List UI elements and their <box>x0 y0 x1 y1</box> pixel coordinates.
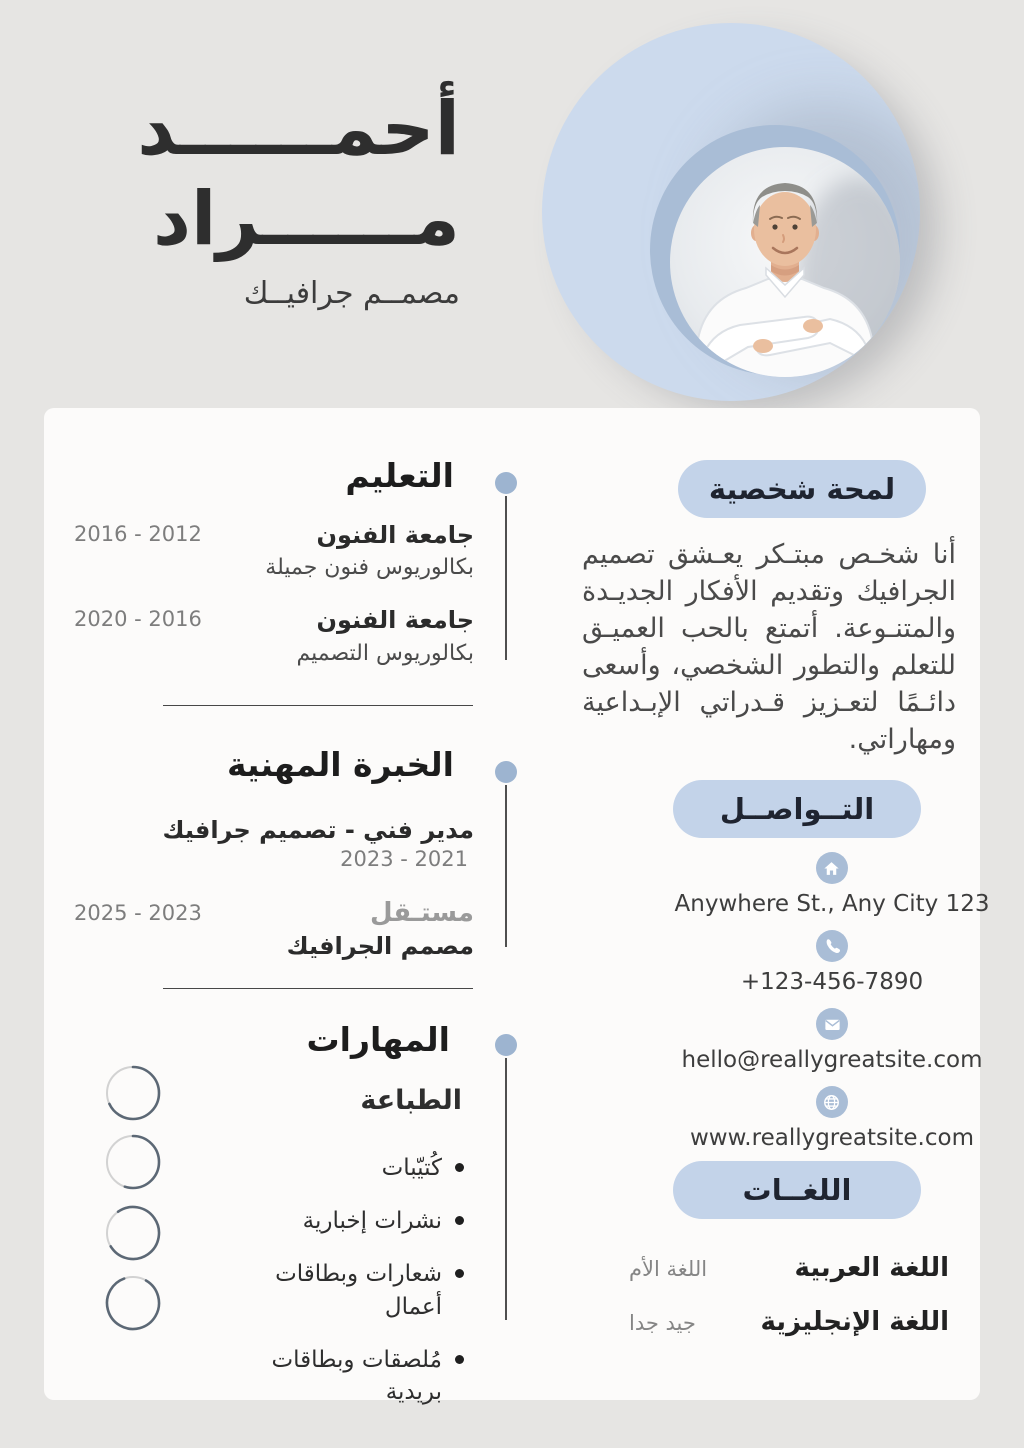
education-dates: 2016 - 2012 <box>74 522 202 546</box>
education-dates: 2020 - 2016 <box>74 607 202 632</box>
degree: بكالوريوس فنون جميلة <box>265 555 474 581</box>
section-divider <box>163 988 473 989</box>
experience-title: الخبرة المهنية <box>226 745 454 784</box>
profile-text: أنا شخـص مبتـكر يعـشق تصميم الجرافيك وتقديم الأفكار الجديـدة والمتنـوعة. أتمتع بالحب العميـق للتعلم والتطور الشخصي، وأسعى دائـمًا لتعـزيز قـدراتي الإبـداعية ومهاراتي. <box>582 539 956 755</box>
profile-photo <box>542 23 920 401</box>
skill-item: شعارات وبطاقات أعمال <box>224 1258 474 1322</box>
skill-ring <box>104 1133 162 1191</box>
language-row <box>629 1253 949 1283</box>
education-timeline-line <box>505 496 507 660</box>
school-name: جامعة الفنون <box>316 606 474 635</box>
language-row <box>629 1307 949 1337</box>
portrait-man-white-shirt <box>670 147 900 377</box>
name-block <box>100 86 460 311</box>
contact-item-phone <box>741 930 923 995</box>
experience-item <box>74 816 474 872</box>
contact-item-website <box>690 1086 974 1151</box>
job-title: مصمــم جرافيــك <box>243 276 460 311</box>
profile-title: لمحة شخصية <box>708 472 896 506</box>
education-item <box>74 519 474 580</box>
skill-ring <box>104 1274 162 1332</box>
language-name: اللغة الإنجليزية <box>760 1307 949 1337</box>
skill-item: مُلصقات وبطاقات بريدية <box>224 1344 474 1408</box>
section-divider <box>163 705 473 706</box>
email-icon <box>816 1008 848 1040</box>
portrait-illustration <box>670 147 900 377</box>
phone-icon <box>816 930 848 962</box>
skill-ring <box>104 1064 162 1122</box>
skills-section <box>224 1020 474 1429</box>
contact-list <box>622 852 1024 1164</box>
language-name: اللغة العربية <box>794 1253 949 1283</box>
education-item <box>74 604 474 665</box>
last-name: مــــــراد <box>153 176 460 262</box>
website-text: www.reallygreatsite.com <box>689 1125 974 1151</box>
skill-item: نشرات إخبارية <box>224 1205 474 1237</box>
languages-list <box>629 1253 949 1361</box>
languages-title-pill <box>673 1161 921 1219</box>
contact-item-address <box>675 852 990 917</box>
skills-title: المهارات <box>306 1020 450 1059</box>
resume-card <box>44 408 990 1405</box>
education-section <box>74 456 474 666</box>
profile-title-pill <box>678 460 926 518</box>
experience-dates: 2025 - 2023 <box>74 901 202 925</box>
job-role: مستـقل <box>370 898 474 928</box>
skills-subtitle: الطباعة <box>360 1085 462 1116</box>
experience-timeline-dot <box>495 761 517 783</box>
globe-icon <box>816 1086 848 1118</box>
experience-dates: 2023 - 2021 <box>340 847 468 871</box>
experience-item <box>74 898 474 962</box>
first-name: أحمــــــد <box>137 86 460 172</box>
language-level: اللغة الأم <box>629 1257 708 1281</box>
skill-ring <box>104 1204 162 1262</box>
skill-item: كُتيّبات <box>224 1152 474 1184</box>
contact-title: التــواصــل <box>719 792 875 826</box>
address-text: Anywhere St., Any City 123 <box>674 891 990 917</box>
photo-outer-circle <box>542 23 920 401</box>
school-name: جامعة الفنون <box>316 521 474 549</box>
skills-timeline-dot <box>495 1034 517 1056</box>
skills-timeline-line <box>505 1058 507 1320</box>
education-timeline-dot <box>495 472 517 494</box>
home-icon <box>816 852 848 884</box>
degree: بكالوريوس التصميم <box>296 640 474 666</box>
contact-title-pill <box>673 780 921 838</box>
skills-list <box>224 1152 474 1408</box>
job-role: مدير فني - تصميم جرافيك <box>162 816 474 844</box>
languages-title: اللغــات <box>742 1173 852 1207</box>
language-level: جيد جدا <box>629 1311 696 1335</box>
company-name: مصمم الجرافيك <box>286 932 474 960</box>
experience-timeline-line <box>505 785 507 947</box>
education-title: التعليم <box>345 456 454 495</box>
phone-text: +123-456-7890 <box>740 969 924 995</box>
email-text: hello@reallygreatsite.com <box>681 1047 983 1073</box>
experience-section <box>74 745 474 962</box>
contact-item-email <box>682 1008 983 1073</box>
